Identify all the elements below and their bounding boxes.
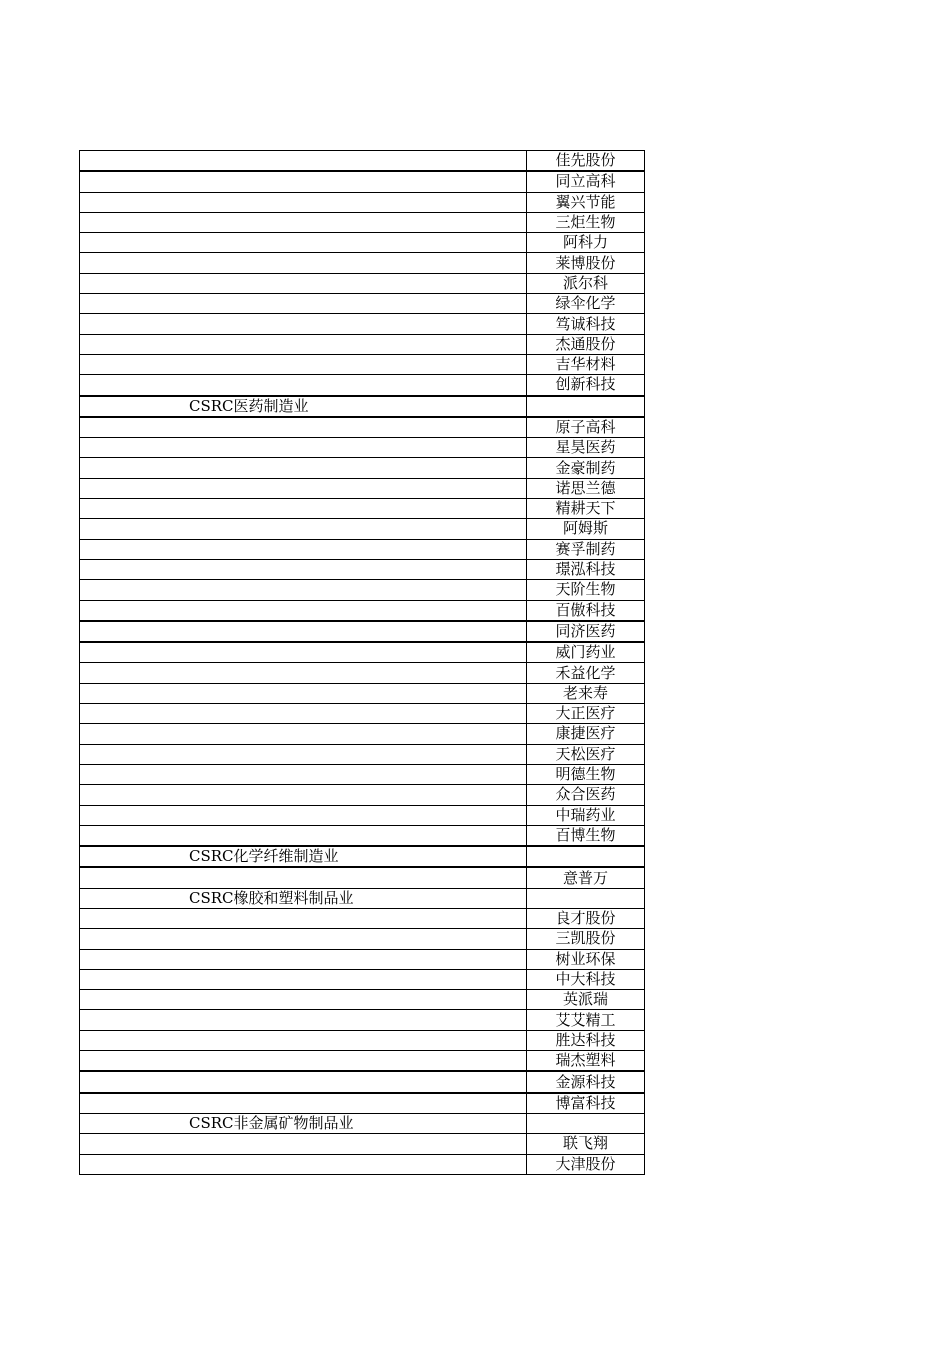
company-name-cell[interactable]: 笃诚科技 bbox=[527, 314, 645, 334]
empty-cell[interactable] bbox=[80, 273, 527, 293]
company-name-cell[interactable]: 阿姆斯 bbox=[527, 519, 645, 539]
empty-cell[interactable] bbox=[80, 704, 527, 724]
table-row bbox=[80, 908, 645, 928]
empty-cell[interactable] bbox=[80, 253, 527, 273]
company-name-cell[interactable]: 璟泓科技 bbox=[527, 559, 645, 579]
company-name-cell[interactable]: 中大科技 bbox=[527, 969, 645, 989]
table-row bbox=[80, 1154, 645, 1174]
empty-cell[interactable] bbox=[80, 1134, 527, 1154]
empty-cell[interactable] bbox=[80, 867, 527, 888]
company-name-cell[interactable]: 中瑞药业 bbox=[527, 805, 645, 825]
empty-cell[interactable] bbox=[80, 212, 527, 232]
empty-cell[interactable] bbox=[80, 990, 527, 1010]
table-row bbox=[80, 642, 645, 663]
empty-cell[interactable] bbox=[80, 621, 527, 642]
company-name-cell[interactable]: 吉华材料 bbox=[527, 354, 645, 374]
company-name-cell[interactable]: 佳先股份 bbox=[527, 151, 645, 172]
industry-category-cell[interactable]: CSRC化学纤维制造业 bbox=[80, 846, 527, 867]
empty-cell[interactable] bbox=[80, 744, 527, 764]
empty-cell[interactable] bbox=[80, 929, 527, 949]
company-name-cell[interactable]: 大正医疗 bbox=[527, 704, 645, 724]
empty-cell[interactable] bbox=[80, 375, 527, 396]
company-name-cell[interactable]: 天阶生物 bbox=[527, 580, 645, 600]
company-name-cell[interactable]: 联飞翔 bbox=[527, 1134, 645, 1154]
table-row bbox=[80, 1071, 645, 1092]
table-row bbox=[80, 375, 645, 396]
table-row bbox=[80, 478, 645, 498]
company-name-cell[interactable]: 胜达科技 bbox=[527, 1030, 645, 1050]
industry-category-cell[interactable]: CSRC橡胶和塑料制品业 bbox=[80, 888, 527, 908]
table-row bbox=[80, 663, 645, 683]
empty-cell[interactable] bbox=[80, 458, 527, 478]
table-row bbox=[80, 151, 645, 172]
table-row bbox=[80, 724, 645, 744]
empty-cell[interactable] bbox=[80, 314, 527, 334]
table-row bbox=[80, 273, 645, 293]
empty-cell[interactable] bbox=[80, 600, 527, 621]
table-row bbox=[80, 704, 645, 724]
table-row bbox=[80, 458, 645, 478]
table-row bbox=[80, 805, 645, 825]
table-row bbox=[80, 396, 645, 417]
table-row bbox=[80, 253, 645, 273]
table-row bbox=[80, 192, 645, 212]
empty-cell[interactable] bbox=[80, 192, 527, 212]
table-row bbox=[80, 354, 645, 374]
company-name-cell[interactable]: 阿科力 bbox=[527, 233, 645, 253]
empty-cell[interactable] bbox=[80, 663, 527, 683]
company-name-cell[interactable]: 莱博股份 bbox=[527, 253, 645, 273]
empty-cell[interactable] bbox=[80, 539, 527, 559]
company-name-cell[interactable]: 同立高科 bbox=[527, 171, 645, 192]
company-name-cell[interactable]: 金豪制药 bbox=[527, 458, 645, 478]
company-name-cell[interactable]: 康捷医疗 bbox=[527, 724, 645, 744]
company-name-cell[interactable]: 星昊医药 bbox=[527, 438, 645, 458]
table-row bbox=[80, 990, 645, 1010]
empty-cell[interactable] bbox=[80, 580, 527, 600]
table-row bbox=[80, 314, 645, 334]
company-name-cell[interactable]: 明德生物 bbox=[527, 764, 645, 784]
empty-cell[interactable] bbox=[80, 233, 527, 253]
empty-cell[interactable] bbox=[80, 417, 527, 438]
table-row bbox=[80, 580, 645, 600]
table-row bbox=[80, 559, 645, 579]
company-name-cell[interactable]: 百傲科技 bbox=[527, 600, 645, 621]
table-row bbox=[80, 888, 645, 908]
company-name-cell[interactable]: 诺思兰德 bbox=[527, 478, 645, 498]
industry-company-table bbox=[79, 150, 645, 1175]
empty-cell[interactable] bbox=[80, 1051, 527, 1072]
table-row bbox=[80, 846, 645, 867]
company-name-cell[interactable]: 赛孚制药 bbox=[527, 539, 645, 559]
empty-cell[interactable] bbox=[80, 1071, 527, 1092]
empty-cell[interactable] bbox=[80, 785, 527, 805]
company-name-cell[interactable]: 金源科技 bbox=[527, 1071, 645, 1092]
table-row bbox=[80, 600, 645, 621]
empty-cell[interactable] bbox=[80, 949, 527, 969]
company-name-cell[interactable]: 意普万 bbox=[527, 867, 645, 888]
table-row bbox=[80, 294, 645, 314]
table-row bbox=[80, 683, 645, 703]
company-name-cell[interactable]: 英派瑞 bbox=[527, 990, 645, 1010]
company-name-cell[interactable]: 三炬生物 bbox=[527, 212, 645, 232]
table-row bbox=[80, 1051, 645, 1072]
empty-cell[interactable] bbox=[80, 908, 527, 928]
table-row bbox=[80, 417, 645, 438]
table-row bbox=[80, 1030, 645, 1050]
empty-cell[interactable] bbox=[80, 559, 527, 579]
table-row bbox=[80, 1134, 645, 1154]
table-row bbox=[80, 334, 645, 354]
company-name-cell[interactable]: 众合医药 bbox=[527, 785, 645, 805]
company-name-cell[interactable]: 瑞杰塑料 bbox=[527, 1051, 645, 1072]
table-row bbox=[80, 744, 645, 764]
empty-cell[interactable] bbox=[80, 354, 527, 374]
industry-category-cell[interactable]: CSRC非金属矿物制品业 bbox=[80, 1113, 527, 1133]
table-row bbox=[80, 233, 645, 253]
table-row bbox=[80, 825, 645, 846]
empty-cell[interactable] bbox=[527, 846, 645, 867]
company-name-cell[interactable]: 三凯股份 bbox=[527, 929, 645, 949]
table-row bbox=[80, 1113, 645, 1133]
table-row bbox=[80, 539, 645, 559]
company-name-cell[interactable]: 天松医疗 bbox=[527, 744, 645, 764]
empty-cell[interactable] bbox=[80, 171, 527, 192]
table-row bbox=[80, 438, 645, 458]
empty-cell[interactable] bbox=[80, 519, 527, 539]
empty-cell[interactable] bbox=[80, 438, 527, 458]
empty-cell[interactable] bbox=[80, 499, 527, 519]
table-row bbox=[80, 969, 645, 989]
table-row bbox=[80, 1010, 645, 1030]
company-name-cell[interactable]: 翼兴节能 bbox=[527, 192, 645, 212]
table-row bbox=[80, 171, 645, 192]
company-name-cell[interactable]: 艾艾精工 bbox=[527, 1010, 645, 1030]
empty-cell[interactable] bbox=[80, 642, 527, 663]
empty-cell[interactable] bbox=[80, 294, 527, 314]
table-row bbox=[80, 519, 645, 539]
company-name-cell[interactable]: 良才股份 bbox=[527, 908, 645, 928]
table-row bbox=[80, 621, 645, 642]
empty-cell[interactable] bbox=[527, 888, 645, 908]
company-name-cell[interactable]: 派尔科 bbox=[527, 273, 645, 293]
empty-cell[interactable] bbox=[80, 969, 527, 989]
company-name-cell[interactable]: 大津股份 bbox=[527, 1154, 645, 1174]
empty-cell[interactable] bbox=[527, 1113, 645, 1133]
table-row bbox=[80, 929, 645, 949]
company-name-cell[interactable]: 杰通股份 bbox=[527, 334, 645, 354]
table-row bbox=[80, 212, 645, 232]
table-row bbox=[80, 867, 645, 888]
table-row bbox=[80, 785, 645, 805]
empty-cell[interactable] bbox=[80, 151, 527, 172]
company-name-cell[interactable]: 精耕天下 bbox=[527, 499, 645, 519]
company-name-cell[interactable]: 威门药业 bbox=[527, 642, 645, 663]
empty-cell[interactable] bbox=[80, 1154, 527, 1174]
company-name-cell[interactable]: 绿伞化学 bbox=[527, 294, 645, 314]
table-row bbox=[80, 949, 645, 969]
empty-cell[interactable] bbox=[80, 825, 527, 846]
empty-cell[interactable] bbox=[80, 478, 527, 498]
empty-cell[interactable] bbox=[527, 396, 645, 417]
empty-cell[interactable] bbox=[80, 724, 527, 744]
industry-category-cell[interactable]: CSRC医药制造业 bbox=[80, 396, 527, 417]
table-row bbox=[80, 499, 645, 519]
table-body bbox=[80, 151, 645, 1175]
table-row bbox=[80, 764, 645, 784]
empty-cell[interactable] bbox=[80, 1093, 527, 1114]
empty-cell[interactable] bbox=[80, 683, 527, 703]
empty-cell[interactable] bbox=[80, 764, 527, 784]
company-name-cell[interactable]: 博富科技 bbox=[527, 1093, 645, 1114]
empty-cell[interactable] bbox=[80, 805, 527, 825]
company-name-cell[interactable]: 原子高科 bbox=[527, 417, 645, 438]
empty-cell[interactable] bbox=[80, 334, 527, 354]
company-name-cell[interactable]: 禾益化学 bbox=[527, 663, 645, 683]
company-name-cell[interactable]: 创新科技 bbox=[527, 375, 645, 396]
company-name-cell[interactable]: 老来寿 bbox=[527, 683, 645, 703]
empty-cell[interactable] bbox=[80, 1010, 527, 1030]
company-name-cell[interactable]: 同济医药 bbox=[527, 621, 645, 642]
empty-cell[interactable] bbox=[80, 1030, 527, 1050]
table-row bbox=[80, 1093, 645, 1114]
company-name-cell[interactable]: 树业环保 bbox=[527, 949, 645, 969]
company-name-cell[interactable]: 百博生物 bbox=[527, 825, 645, 846]
